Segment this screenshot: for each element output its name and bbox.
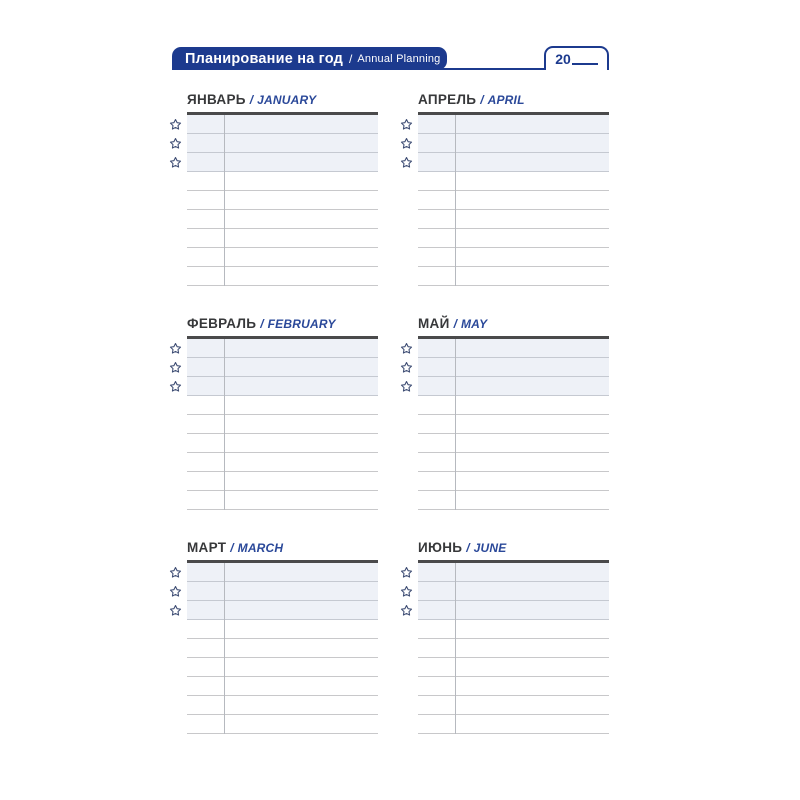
ruled-line xyxy=(418,267,609,286)
ruled-line xyxy=(187,639,378,658)
month-name-ru: МАЙ xyxy=(418,316,450,331)
ruled-line xyxy=(187,715,378,734)
star-icon xyxy=(400,380,413,393)
priority-row xyxy=(418,134,609,153)
priority-row xyxy=(418,153,609,172)
star-icon xyxy=(169,585,182,598)
ruled-line xyxy=(187,396,378,415)
star-icon xyxy=(400,585,413,598)
ruled-line xyxy=(418,248,609,267)
priority-row xyxy=(418,377,609,396)
month-table xyxy=(187,560,378,734)
ruled-line xyxy=(187,434,378,453)
star-icon xyxy=(169,566,182,579)
month-title xyxy=(187,540,283,557)
ruled-line xyxy=(418,191,609,210)
star-icon xyxy=(169,156,182,169)
ruled-line xyxy=(187,620,378,639)
ruled-line xyxy=(187,229,378,248)
month-name-ru: МАРТ xyxy=(187,540,227,555)
ruled-line xyxy=(418,491,609,510)
month-name-ru: ФЕВРАЛЬ xyxy=(187,316,257,331)
ruled-line xyxy=(187,248,378,267)
month-separator: / xyxy=(230,541,234,555)
ruled-line xyxy=(187,658,378,677)
priority-row xyxy=(187,339,378,358)
star-icon xyxy=(400,361,413,374)
month-table xyxy=(187,336,378,510)
priority-row xyxy=(187,377,378,396)
month-name-ru: АПРЕЛЬ xyxy=(418,92,477,107)
year-prefix: 20 xyxy=(555,51,571,67)
priority-row xyxy=(187,358,378,377)
column-divider xyxy=(455,563,456,734)
ruled-line xyxy=(418,472,609,491)
month-name-en: JANUARY xyxy=(257,93,317,107)
month-block-june xyxy=(396,540,609,734)
ruled-line xyxy=(187,696,378,715)
ruled-line xyxy=(187,210,378,229)
star-icon xyxy=(169,137,182,150)
ruled-line xyxy=(418,453,609,472)
month-name-en: APRIL xyxy=(487,93,525,107)
month-title xyxy=(418,540,506,557)
priority-row xyxy=(418,582,609,601)
month-block-april xyxy=(396,92,609,286)
priority-row xyxy=(187,601,378,620)
column-divider xyxy=(224,339,225,510)
ruled-line xyxy=(418,172,609,191)
priority-row xyxy=(187,153,378,172)
star-icon xyxy=(169,118,182,131)
ruled-line xyxy=(187,677,378,696)
priority-row xyxy=(418,563,609,582)
star-icon xyxy=(400,342,413,355)
month-title xyxy=(418,92,525,109)
ruled-line xyxy=(418,658,609,677)
page-title-tab xyxy=(172,47,447,70)
ruled-line xyxy=(418,620,609,639)
ruled-line xyxy=(418,715,609,734)
month-separator: / xyxy=(466,541,470,555)
month-separator: / xyxy=(260,317,264,331)
star-icon xyxy=(400,118,413,131)
ruled-line xyxy=(418,210,609,229)
star-icon xyxy=(169,380,182,393)
ruled-line xyxy=(418,434,609,453)
month-separator: / xyxy=(480,93,484,107)
month-title xyxy=(187,316,336,333)
ruled-line xyxy=(418,696,609,715)
month-block-march xyxy=(165,540,378,734)
column-divider xyxy=(455,339,456,510)
ruled-line xyxy=(187,491,378,510)
priority-row xyxy=(187,134,378,153)
year-tab xyxy=(544,46,609,70)
ruled-line xyxy=(187,267,378,286)
month-title xyxy=(418,316,487,333)
column-divider xyxy=(455,115,456,286)
month-name-en: MARCH xyxy=(237,541,284,555)
month-table xyxy=(418,560,609,734)
star-icon xyxy=(400,566,413,579)
ruled-line xyxy=(418,229,609,248)
month-name-ru: ИЮНЬ xyxy=(418,540,463,555)
month-separator: / xyxy=(453,317,457,331)
ruled-line xyxy=(187,472,378,491)
title-separator: / xyxy=(349,51,353,66)
month-table xyxy=(418,336,609,510)
page-title-en: Annual Planning xyxy=(357,52,441,65)
month-block-february xyxy=(165,316,378,510)
priority-row xyxy=(187,582,378,601)
star-icon xyxy=(169,342,182,355)
priority-row xyxy=(418,339,609,358)
month-name-en: MAY xyxy=(460,317,488,331)
month-table xyxy=(418,112,609,286)
ruled-line xyxy=(187,172,378,191)
priority-row xyxy=(187,115,378,134)
ruled-line xyxy=(418,415,609,434)
ruled-line xyxy=(418,639,609,658)
month-table xyxy=(187,112,378,286)
month-name-ru: ЯНВАРЬ xyxy=(187,92,246,107)
month-name-en: FEBRUARY xyxy=(267,317,336,331)
month-block-january xyxy=(165,92,378,286)
priority-row xyxy=(418,601,609,620)
priority-row xyxy=(187,563,378,582)
column-divider xyxy=(224,563,225,734)
priority-row xyxy=(418,358,609,377)
star-icon xyxy=(400,156,413,169)
ruled-line xyxy=(418,396,609,415)
month-separator: / xyxy=(249,93,254,107)
page-title-ru: Планирование на год xyxy=(185,50,344,67)
star-icon xyxy=(400,604,413,617)
column-divider xyxy=(224,115,225,286)
month-title xyxy=(187,92,316,109)
month-block-may xyxy=(396,316,609,510)
ruled-line xyxy=(187,453,378,472)
star-icon xyxy=(169,604,182,617)
month-name-en: JUNE xyxy=(473,541,507,555)
priority-row xyxy=(418,115,609,134)
ruled-line xyxy=(418,677,609,696)
star-icon xyxy=(169,361,182,374)
ruled-line xyxy=(187,191,378,210)
star-icon xyxy=(400,137,413,150)
ruled-line xyxy=(187,415,378,434)
year-blank-line xyxy=(572,63,598,65)
